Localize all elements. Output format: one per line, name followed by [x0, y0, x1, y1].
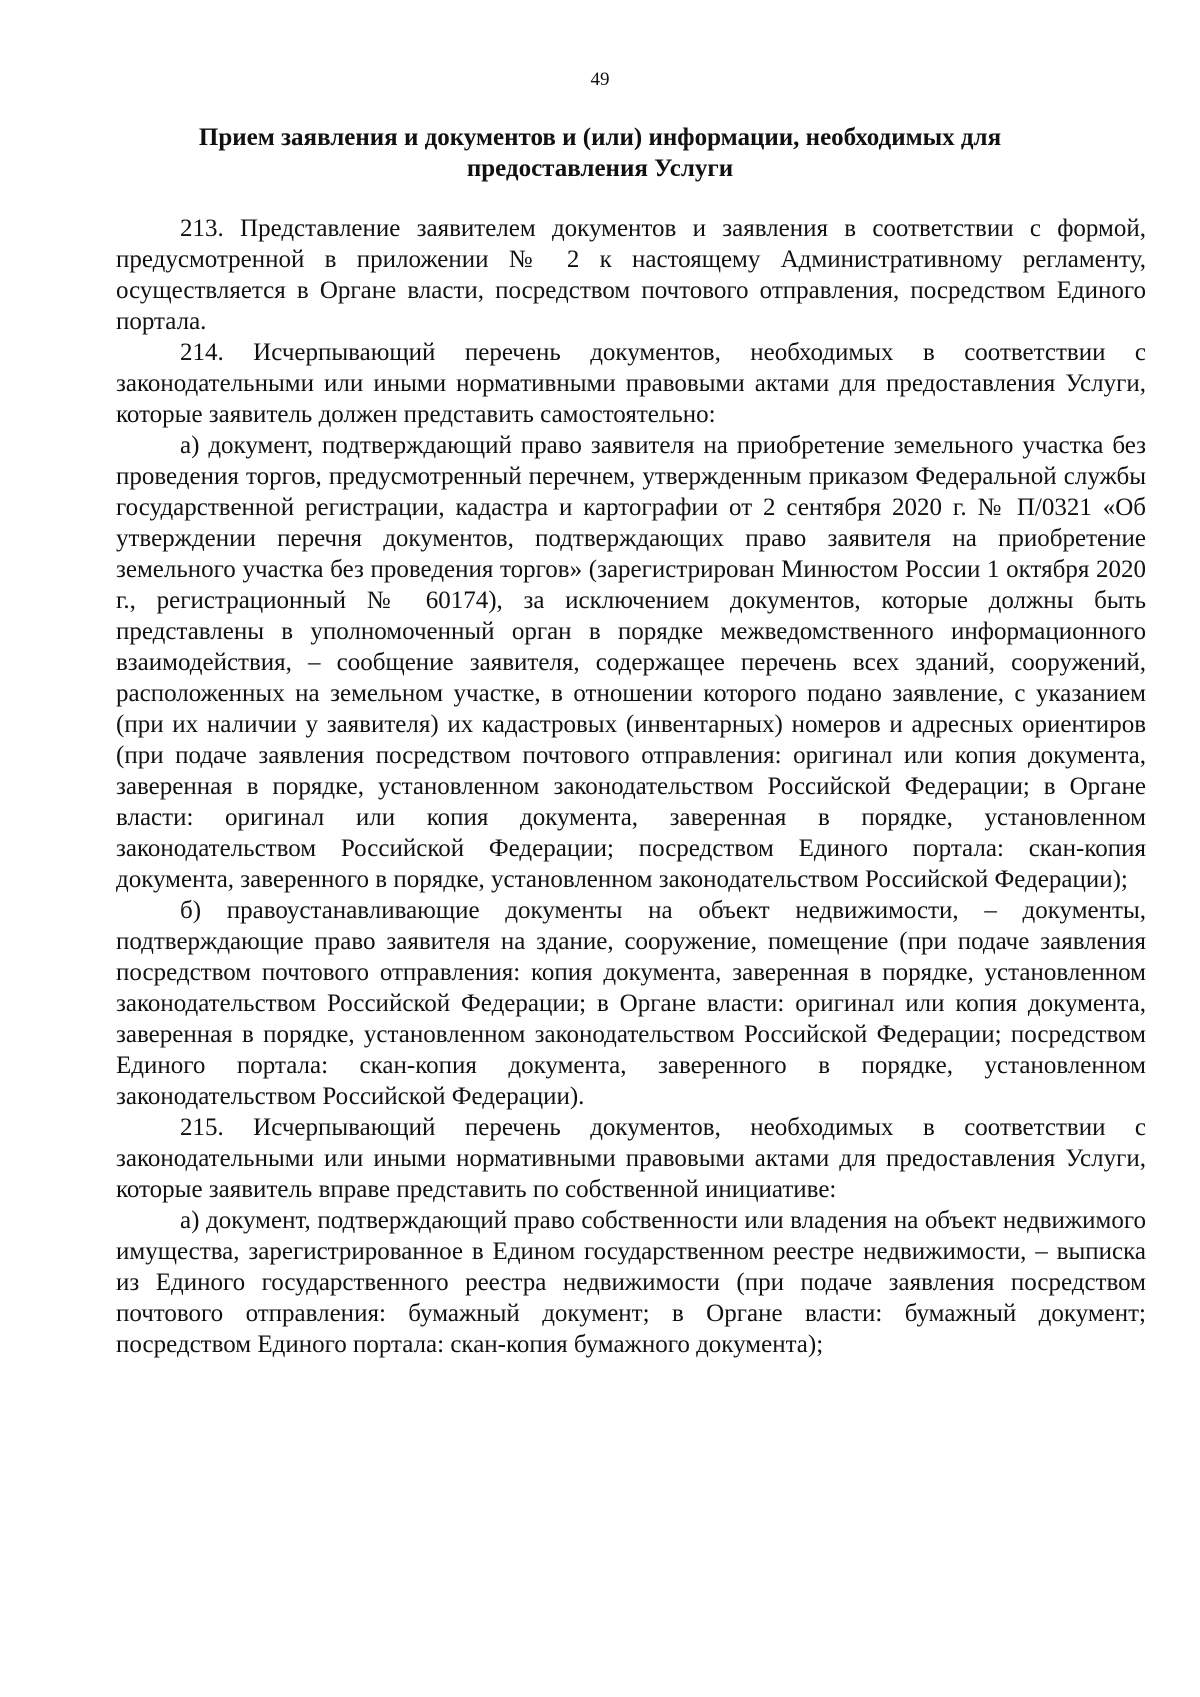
body-text	[116, 213, 1146, 1360]
paragraph-213: 213. Представление заявителем документов и заявления в соответствии с формой, предусмотренной в приложении № 2 к настоящему Административному регламенту, осуществляется в Органе власти, посредством почтового отправления, посредством Единого портала.	[116, 215, 1146, 335]
paragraph-214: 214. Исчерпывающий перечень документов, необходимых в соответствии с законодательными или иными нормативными правовыми актами для предоставления Услуги, которые заявитель должен представить самостоятельно:	[116, 339, 1146, 428]
paragraph-215-a: а) документ, подтверждающий право собственности или владения на объект недвижимого имущества, зарегистрированное в Едином государственном реестре недвижимости, – выписка из Единого государственного реестра недвижимости (при подаче заявления посредством почтового отправления: бумажный документ; в Органе власти: бумажный документ; посредством Единого портала: скан-копия бумажного документа);	[116, 1207, 1146, 1358]
section-title: Прием заявления и документов и (или) информации, необходимых для предоставления Услуги	[198, 124, 1002, 182]
page-number: 49	[590, 69, 610, 90]
paragraph-215: 215. Исчерпывающий перечень документов, необходимых в соответствии с законодательными или иными нормативными правовыми актами для предоставления Услуги, которые заявитель вправе представить по собственной инициативе:	[116, 1114, 1146, 1203]
paragraph-214-a: а) документ, подтверждающий право заявителя на приобретение земельного участка без проведения торгов, предусмотренный перечнем, утвержденным приказом Федеральной службы государственной регистрации, кадастра и картографии от 2 сентября 2020 г. № П/0321 «Об утверждении перечня документов, подтверждающих право заявителя на приобретение земельного участка без проведения торгов» (зарегистрирован Минюстом России 1 октября 2020 г., регистрационный № 60174), за исключением документов, которые должны быть представлены в уполномоченный орган в порядке межведомственного информационного взаимодействия, – сообщение заявителя, содержащее перечень всех зданий, сооружений, расположенных на земельном участке, в отношении которого подано заявление, с указанием (при их наличии у заявителя) их кадастровых (инвентарных) номеров и адресных ориентиров (при подаче заявления посредством почтового отправления: оригинал или копия документа, заверенная в порядке, установленном законодательством Российской Федерации; в Органе власти: оригинал или копия документа, заверенная в порядке, установленном законодательством Российской Федерации; посредством Единого портала: скан-копия документа, заверенного в порядке, установленном законодательством Российской Федерации);	[116, 432, 1146, 893]
paragraph-214-b: б) правоустанавливающие документы на объект недвижимости, – документы, подтверждающие право заявителя на здание, сооружение, помещение (при подаче заявления посредством почтового отправления: копия документа, заверенная в порядке, установленном законодательством Российской Федерации; в Органе власти: оригинал или копия документа, заверенная в порядке, установленном законодательством Российской Федерации; посредством Единого портала: скан-копия документа, заверенного в порядке, установленном законодательством Российской Федерации).	[116, 897, 1146, 1110]
